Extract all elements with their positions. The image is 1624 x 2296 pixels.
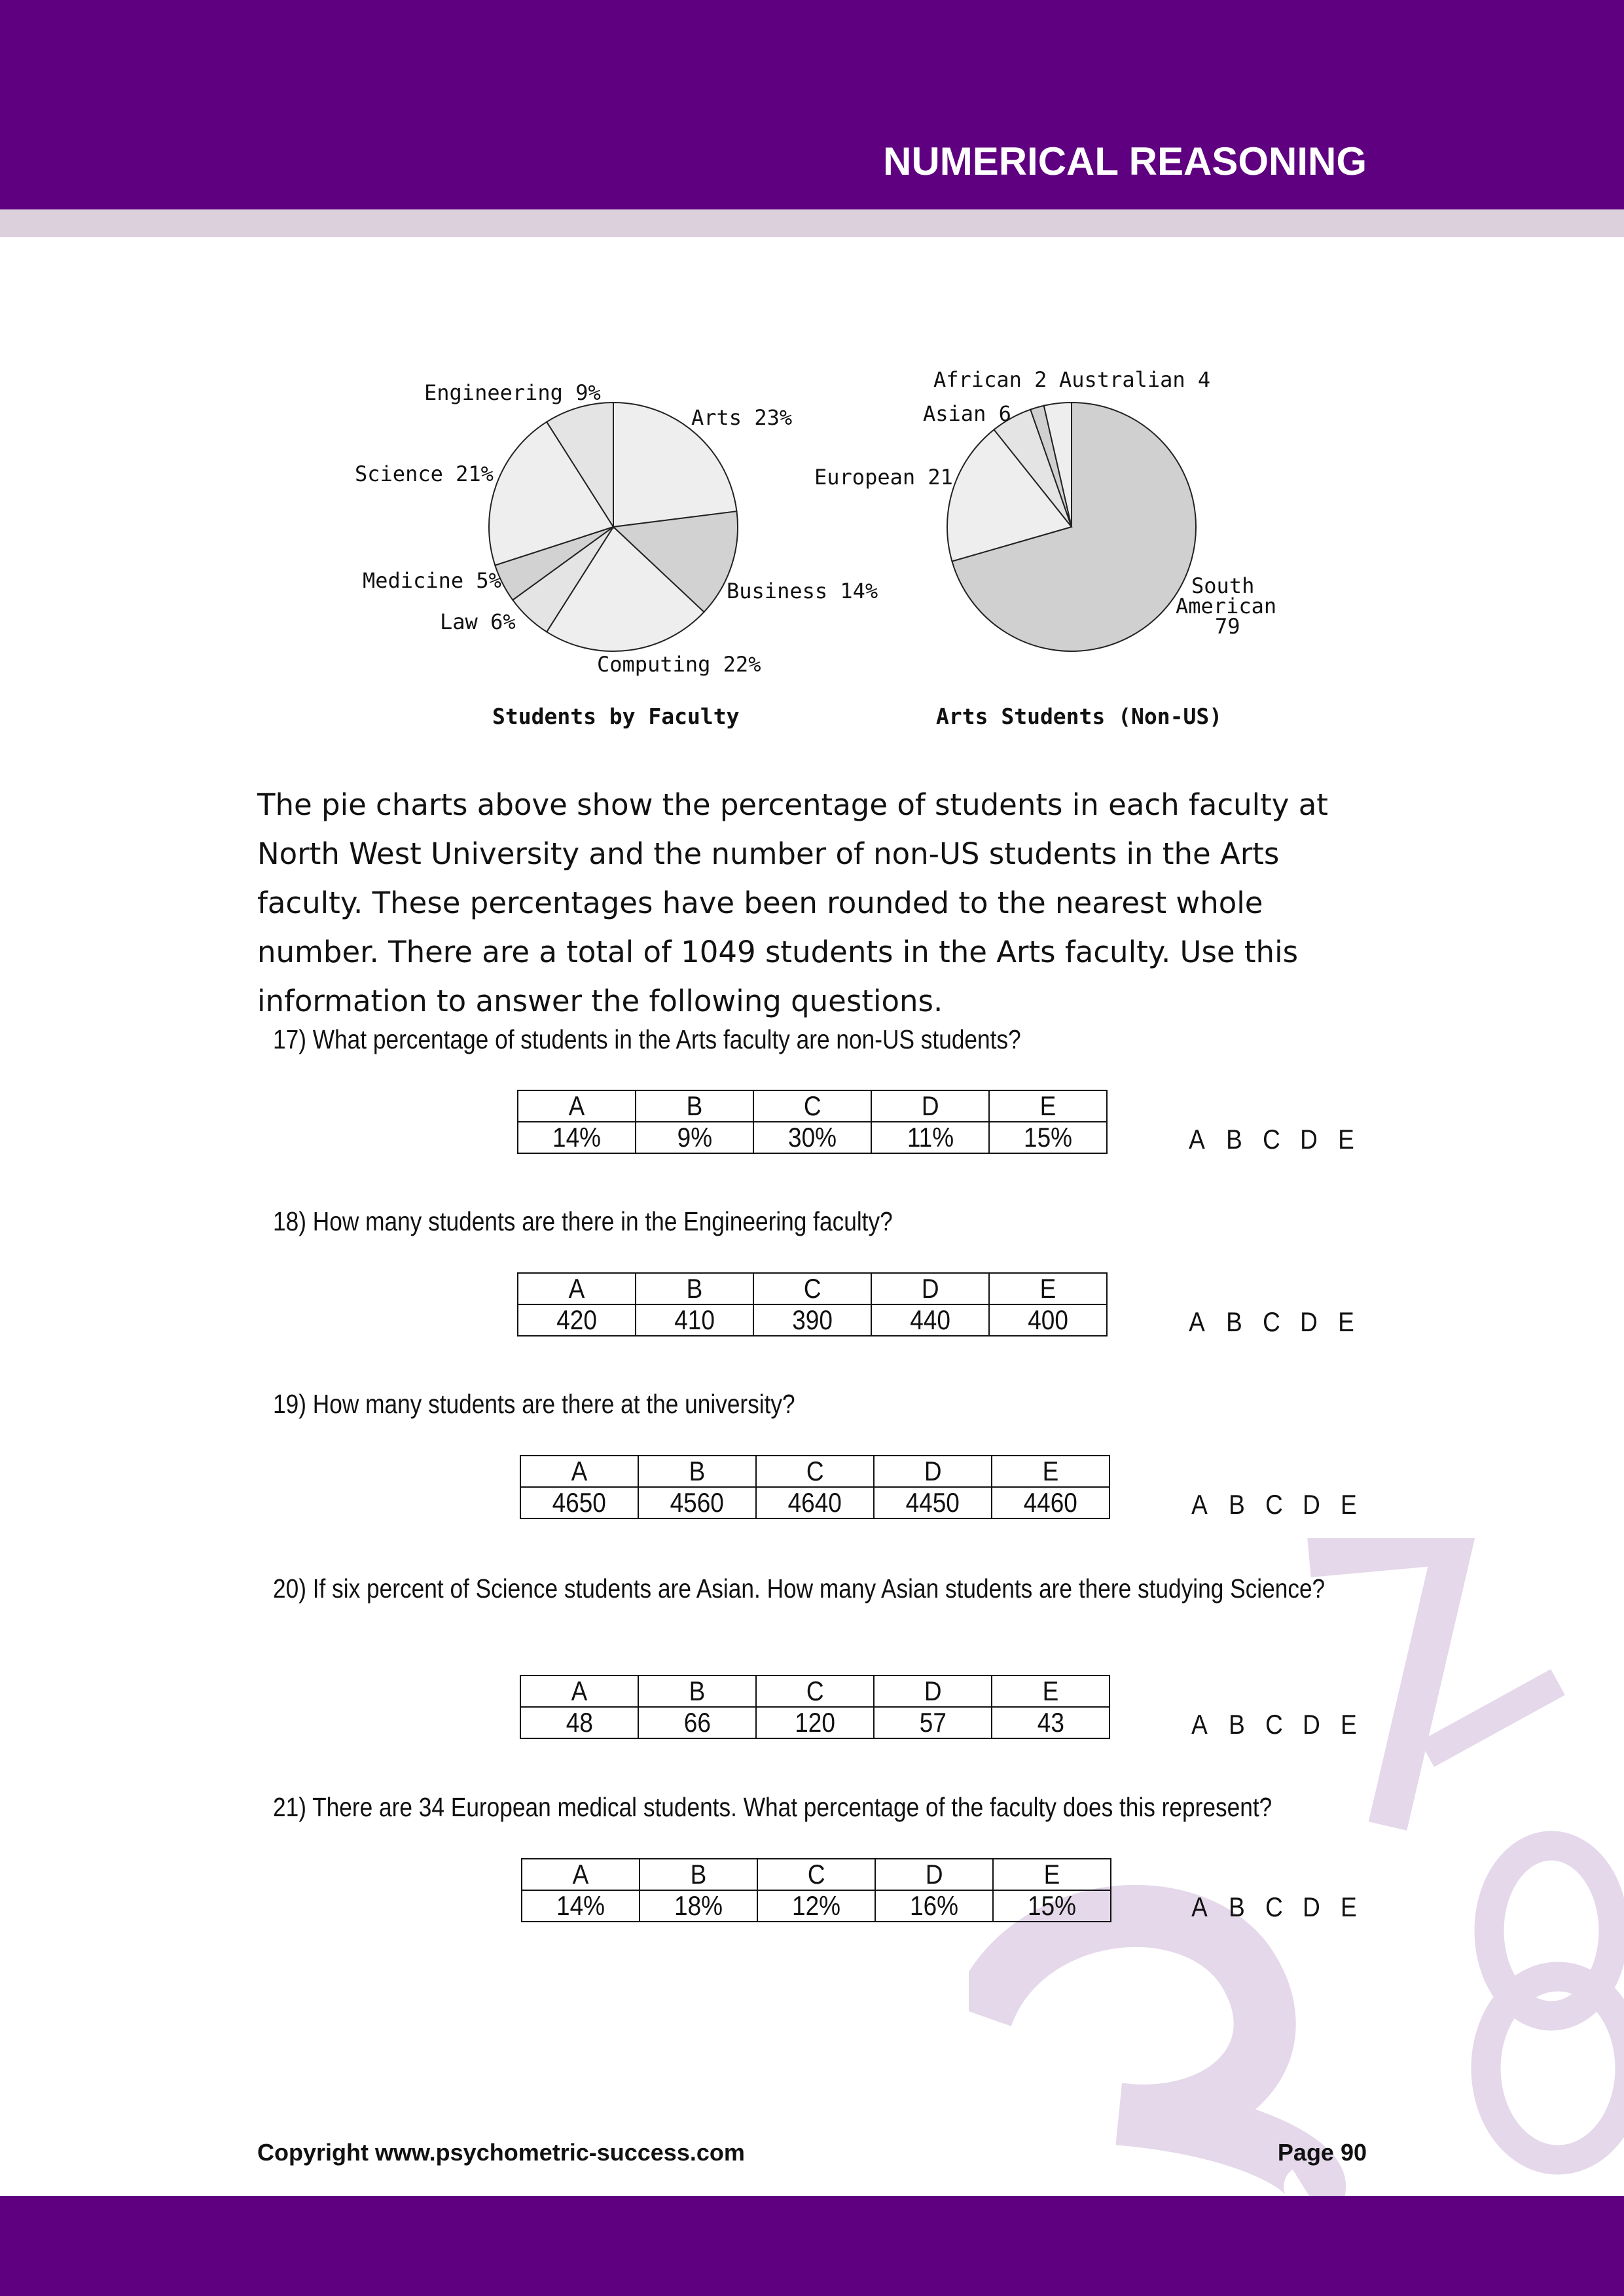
option-header: A — [522, 1859, 640, 1890]
option-value: 4560 — [638, 1487, 756, 1518]
answer-choice-b[interactable]: B — [1229, 1489, 1245, 1520]
option-value: 410 — [636, 1304, 753, 1336]
faculty-chart-title: Students by Faculty — [492, 704, 740, 729]
option-value: 66 — [638, 1707, 756, 1738]
answer-choice-c[interactable]: C — [1263, 1306, 1280, 1337]
answer-choices-17 — [1178, 1124, 1365, 1155]
question-18: 18) How many students are there in the Engineering faculty? — [273, 1206, 893, 1236]
answer-choices-20 — [1181, 1709, 1367, 1740]
page-title: NUMERICAL REASONING — [883, 139, 1367, 183]
option-header: E — [992, 1456, 1110, 1487]
option-value: 390 — [753, 1304, 871, 1336]
answer-choice-a[interactable]: A — [1191, 1709, 1208, 1740]
option-header: E — [992, 1676, 1110, 1707]
answer-choice-c[interactable]: C — [1265, 1892, 1283, 1922]
option-header: C — [756, 1456, 874, 1487]
pie-label-european: European 21 — [814, 465, 953, 490]
option-header: D — [874, 1676, 992, 1707]
option-value: 4450 — [874, 1487, 992, 1518]
pie-label-computing: Computing 22% — [597, 652, 761, 677]
answer-choice-b[interactable]: B — [1229, 1892, 1245, 1922]
question-21: 21) There are 34 European medical students. What percentage of the faculty does this represent? — [273, 1792, 1272, 1822]
answer-choice-e[interactable]: E — [1341, 1892, 1357, 1922]
pie-label-law: Law 6% — [440, 609, 516, 634]
answer-choice-a[interactable]: A — [1191, 1489, 1208, 1520]
option-value: 11% — [871, 1122, 989, 1153]
answer-choice-e[interactable]: E — [1341, 1489, 1357, 1520]
answer-choice-d[interactable]: D — [1303, 1709, 1320, 1740]
option-value: 15% — [993, 1890, 1111, 1922]
option-header: D — [871, 1090, 989, 1122]
option-value: 12% — [757, 1890, 875, 1922]
answer-choices-21 — [1181, 1892, 1367, 1923]
option-value: 57 — [874, 1707, 992, 1738]
charts-area — [327, 353, 1309, 746]
pie-label-science: Science 21% — [355, 461, 494, 486]
answer-choice-b[interactable]: B — [1226, 1306, 1242, 1337]
answer-choice-e[interactable]: E — [1338, 1124, 1354, 1155]
question-20: 20) If six percent of Science students are Asian. How many Asian students are there studying Science? — [273, 1573, 1326, 1604]
option-header: E — [989, 1273, 1107, 1304]
option-value: 30% — [753, 1122, 871, 1153]
option-header: B — [636, 1273, 753, 1304]
option-value: 4650 — [520, 1487, 638, 1518]
answer-choice-d[interactable]: D — [1303, 1892, 1320, 1922]
option-value: 4640 — [756, 1487, 874, 1518]
header-bar — [0, 0, 1624, 209]
options-table-18 — [517, 1272, 1108, 1336]
option-value: 4460 — [992, 1487, 1110, 1518]
option-header: A — [518, 1090, 636, 1122]
pie-label-australian: Australian 4 — [1059, 367, 1211, 392]
option-header: D — [875, 1859, 993, 1890]
answer-choice-a[interactable]: A — [1189, 1306, 1205, 1337]
option-value: 14% — [518, 1122, 636, 1153]
option-header: B — [638, 1676, 756, 1707]
option-value: 18% — [640, 1890, 757, 1922]
option-header: E — [989, 1090, 1107, 1122]
pie-label-business: Business 14% — [727, 579, 878, 603]
option-value: 15% — [989, 1122, 1107, 1153]
option-header: C — [757, 1859, 875, 1890]
footer-copyright: Copyright www.psychometric-success.com — [257, 2139, 745, 2166]
option-value: 400 — [989, 1304, 1107, 1336]
option-header: B — [638, 1456, 756, 1487]
option-header: B — [640, 1859, 757, 1890]
option-value: 43 — [992, 1707, 1110, 1738]
answer-choice-e[interactable]: E — [1338, 1306, 1354, 1337]
faculty-pie-chart — [327, 353, 1309, 746]
option-value: 9% — [636, 1122, 753, 1153]
option-value: 16% — [875, 1890, 993, 1922]
pie-label-african: African 2 — [933, 367, 1047, 392]
option-header: D — [871, 1273, 989, 1304]
arts-chart-title: Arts Students (Non-US) — [936, 704, 1223, 729]
pie-label-medicine: Medicine 5% — [363, 568, 501, 593]
option-header: C — [753, 1090, 871, 1122]
options-table-20 — [520, 1675, 1110, 1739]
pie-label-engineering: Engineering 9% — [424, 380, 601, 405]
pie-label-asian: Asian 6 — [923, 401, 1011, 426]
answer-choices-19 — [1181, 1489, 1367, 1520]
answer-choice-c[interactable]: C — [1263, 1124, 1280, 1155]
option-value: 440 — [871, 1304, 989, 1336]
option-header: A — [520, 1456, 638, 1487]
answer-choice-a[interactable]: A — [1191, 1892, 1208, 1922]
answer-choice-a[interactable]: A — [1189, 1124, 1205, 1155]
header-stripe — [0, 209, 1624, 237]
option-value: 48 — [520, 1707, 638, 1738]
options-table-17 — [517, 1090, 1108, 1154]
answer-choice-c[interactable]: C — [1265, 1489, 1283, 1520]
answer-choice-d[interactable]: D — [1300, 1124, 1318, 1155]
question-19: 19) How many students are there at the university? — [273, 1389, 795, 1419]
option-value: 420 — [518, 1304, 636, 1336]
answer-choices-18 — [1178, 1306, 1365, 1338]
answer-choice-b[interactable]: B — [1226, 1124, 1242, 1155]
options-table-21 — [521, 1858, 1111, 1922]
option-header: B — [636, 1090, 753, 1122]
option-header: E — [993, 1859, 1111, 1890]
footer-page-number: Page 90 — [1277, 2139, 1367, 2166]
answer-choice-d[interactable]: D — [1300, 1306, 1318, 1337]
answer-choice-e[interactable]: E — [1341, 1709, 1357, 1740]
pie-label-79: 79 — [1215, 614, 1240, 639]
answer-choice-c[interactable]: C — [1265, 1709, 1283, 1740]
option-header: A — [518, 1273, 636, 1304]
pie-label-arts: Arts 23% — [691, 405, 793, 430]
options-table-19 — [520, 1455, 1110, 1519]
option-header: C — [753, 1273, 871, 1304]
answer-choice-d[interactable]: D — [1303, 1489, 1320, 1520]
option-header: D — [874, 1456, 992, 1487]
pie-label-american: American — [1176, 594, 1277, 619]
option-value: 14% — [522, 1890, 640, 1922]
intro-paragraph: The pie charts above show the percentage of students in each faculty at North West University and the number of non-US students in the Arts faculty. These percentages have been rounded to the nearest whole number. There are a total of 1049 students in the Arts faculty. Use this information to answer the following questions. — [257, 787, 1328, 1018]
option-value: 120 — [756, 1707, 874, 1738]
option-header: A — [520, 1676, 638, 1707]
pie-label-south: South — [1191, 573, 1255, 598]
question-17: 17) What percentage of students in the Arts faculty are non-US students? — [273, 1024, 1021, 1054]
option-header: C — [756, 1676, 874, 1707]
footer-bar — [0, 2196, 1624, 2296]
answer-choice-b[interactable]: B — [1229, 1709, 1245, 1740]
